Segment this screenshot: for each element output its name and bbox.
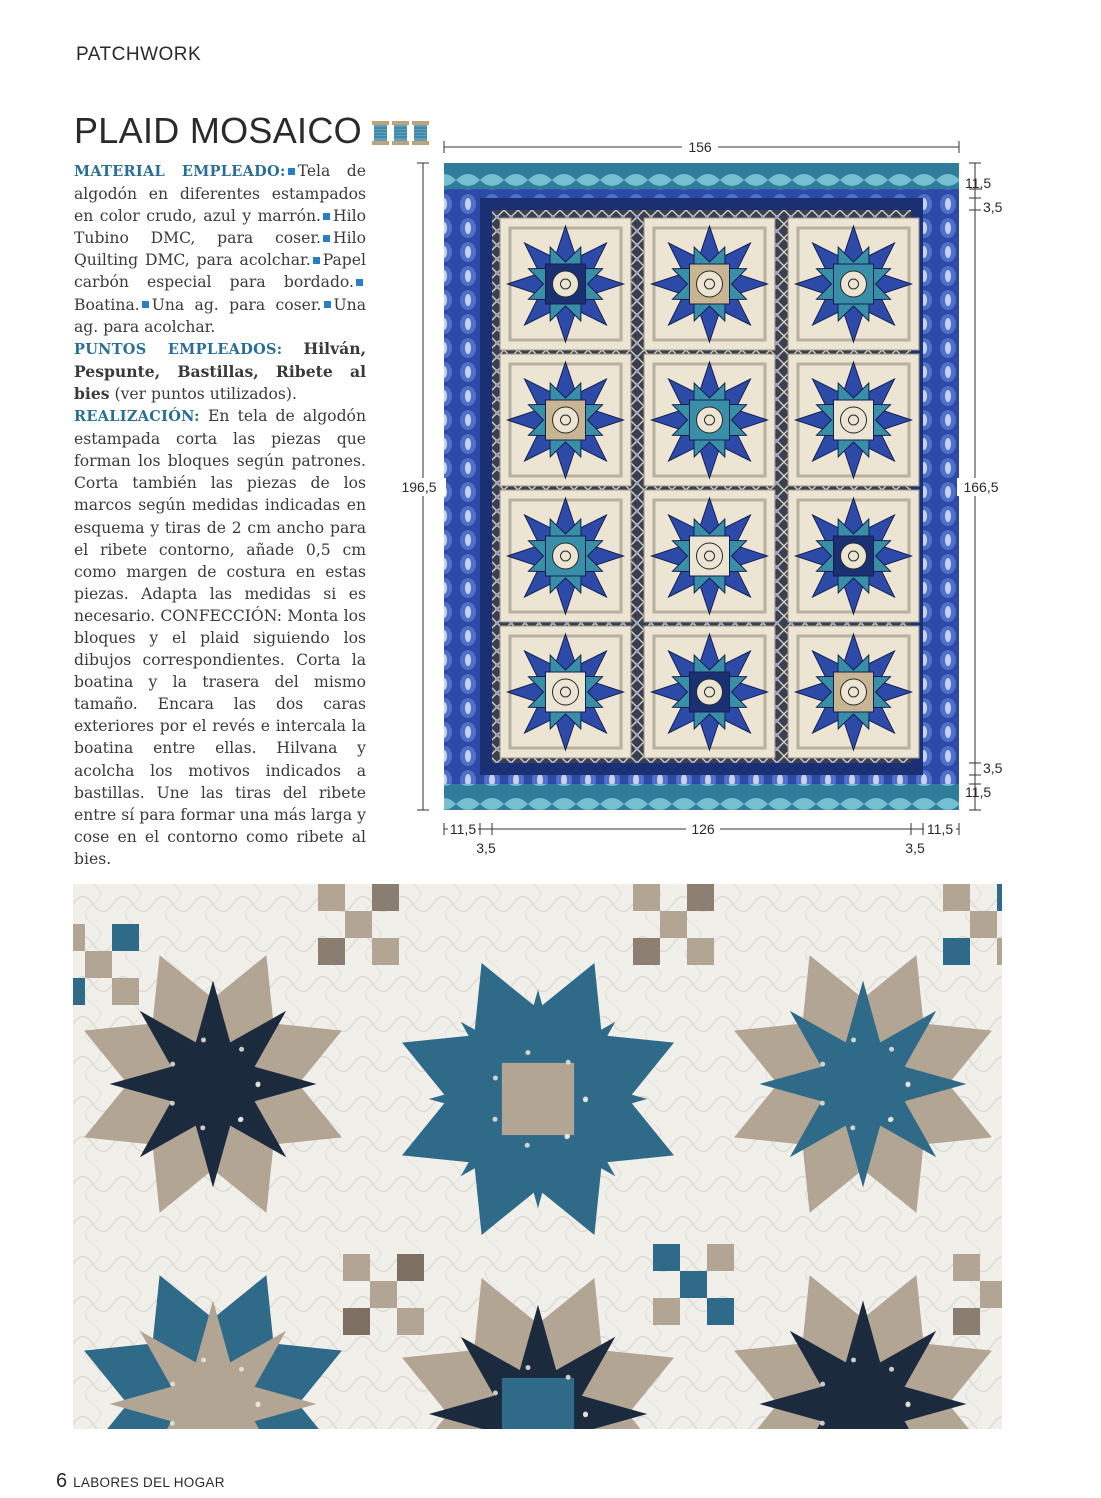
thread-spool-icon xyxy=(372,121,389,145)
star-block xyxy=(644,218,775,350)
height-label: 196,5 xyxy=(401,479,437,495)
page-footer xyxy=(56,1470,225,1493)
inner-height-label: 166,5 xyxy=(963,479,999,495)
bullet-square-icon xyxy=(323,213,330,220)
width-label: 156 xyxy=(688,139,712,155)
star-block xyxy=(644,490,775,622)
realizacion-text: En tela de algodón estampada corta las piezas que forman los bloques según patrones. Corta también las piezas de los marcos según medidas indicadas en esquema y tiras de 2 cm ancho para el ribete contorno, añade 0,5 cm como margen de costura en estas piezas. Adapta las medidas si es necesario. CONFECCIÓN: Monta los bloques y el plaid siguiendo los dibujos correspondientes. Corta la boatina y la trasera del mismo tamaño. Encara las dos caras exteriores por el revés e intercala la boatina entre ellas. Hilvana y acolcha los motivos indicados a bastillas. Une las tiras del ribete entre sí para formar una más larga y cose en el contorno como ribete al bies. xyxy=(74,407,366,868)
bottom-inner-border-label: 3,5 xyxy=(983,760,1003,776)
page-number: 6 xyxy=(56,1470,68,1492)
material-item: Tela de algodón en diferentes estampados en color crudo, azul y marrón. xyxy=(74,162,367,226)
title-text: PLAID MOSAICO xyxy=(74,110,362,151)
top-inner-border-label: 3,5 xyxy=(983,199,1003,215)
magazine-name: LABORES DEL HOGAR xyxy=(73,1475,225,1490)
top-outer-border-label: 11,5 xyxy=(965,175,992,191)
star-block xyxy=(788,354,919,486)
bullet-square-icon xyxy=(324,301,331,308)
star-block xyxy=(788,218,919,350)
material-item: Hilo Tubino DMC, para coser. xyxy=(74,207,366,248)
puntos-label: PUNTOS EMPLEADOS: xyxy=(74,340,283,358)
bullet-square-icon xyxy=(142,301,149,308)
material-item: Una ag. para acolchar. xyxy=(74,295,366,336)
puntos-paragraph xyxy=(74,338,366,405)
puntos-list: Hilván, Pespunte, Bastillas, Ribete al bies xyxy=(74,338,366,403)
star-block xyxy=(788,626,919,758)
material-item: Hilo Quilting DMC, para acolchar. xyxy=(74,229,366,270)
section-label: PATCHWORK xyxy=(76,44,202,65)
instructions-text xyxy=(74,160,366,870)
star-block xyxy=(500,626,631,758)
bullet-square-icon xyxy=(313,257,320,264)
star-block xyxy=(500,354,631,486)
quilt-diagram xyxy=(395,135,1025,865)
right-inner-border-label: 3,5 xyxy=(905,840,925,856)
right-outer-border-label: 11,5 xyxy=(926,821,954,837)
material-label: MATERIAL EMPLEADO: xyxy=(74,163,286,180)
material-item: Papel carbón especial para bordado. xyxy=(74,251,366,292)
left-inner-border-label: 3,5 xyxy=(476,840,496,856)
star-block xyxy=(788,490,919,622)
quilt-photo-image xyxy=(73,884,1002,1429)
page-title xyxy=(74,110,429,152)
bottom-outer-border-label: 11,5 xyxy=(965,784,992,800)
material-item: Boatina. xyxy=(74,295,140,314)
quilt-photo xyxy=(73,884,1002,1429)
puntos-note: (ver puntos utilizados). xyxy=(114,384,297,403)
bullet-square-icon xyxy=(323,235,330,242)
material-item: Una ag. para coser. xyxy=(151,295,322,314)
realizacion-label: REALIZACIÓN: xyxy=(74,408,200,426)
realizacion-paragraph xyxy=(74,405,366,870)
left-outer-border-label: 11,5 xyxy=(449,821,477,837)
material-paragraph xyxy=(74,160,366,338)
bullet-square-icon xyxy=(356,279,363,286)
star-block xyxy=(644,354,775,486)
star-block xyxy=(500,218,631,350)
inner-width-label: 126 xyxy=(691,821,715,837)
star-block xyxy=(500,490,631,622)
star-block xyxy=(644,626,775,758)
bullet-square-icon xyxy=(288,168,295,175)
